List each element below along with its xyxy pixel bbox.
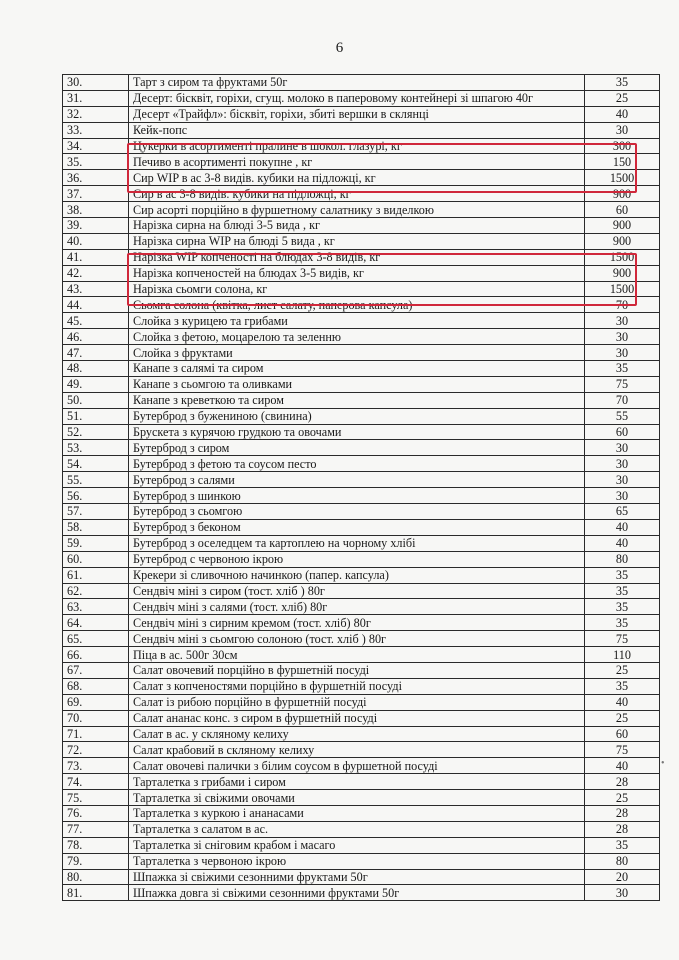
item-name: Бутерброд з беконом: [129, 519, 585, 535]
row-number: 66.: [63, 647, 129, 663]
table-row: [63, 710, 660, 726]
table-row: [63, 805, 660, 821]
item-quantity: 30: [585, 122, 660, 138]
table-row: [63, 329, 660, 345]
item-quantity: 80: [585, 551, 660, 567]
row-number: 79.: [63, 853, 129, 869]
row-number: 31.: [63, 90, 129, 106]
table-row: [63, 233, 660, 249]
item-name: Тарталетка з грибами і сиром: [129, 774, 585, 790]
table-row: [63, 551, 660, 567]
item-name: Десерт «Трайфл»: бісквіт, горіхи, збиті вершки в склянці: [129, 106, 585, 122]
row-number: 67.: [63, 662, 129, 678]
item-name: Тарт з сиром та фруктами 50г: [129, 75, 585, 91]
item-quantity: 75: [585, 742, 660, 758]
row-number: 64.: [63, 615, 129, 631]
table-row: [63, 885, 660, 901]
item-quantity: 70: [585, 392, 660, 408]
table-row: [63, 265, 660, 281]
table-row: [63, 345, 660, 361]
row-number: 36.: [63, 170, 129, 186]
item-name: Сир в ас 3-8 видів. кубики на підложці, кг: [129, 186, 585, 202]
item-quantity: 28: [585, 805, 660, 821]
item-quantity: 25: [585, 90, 660, 106]
item-name: Піца в ас. 500г 30см: [129, 647, 585, 663]
item-name: Нарізка сьомги солона, кг: [129, 281, 585, 297]
row-number: 39.: [63, 218, 129, 234]
item-quantity: 1500: [585, 249, 660, 265]
table-row: [63, 313, 660, 329]
row-number: 38.: [63, 202, 129, 218]
item-name: Сендвіч міні з сиром (тост. хліб ) 80г: [129, 583, 585, 599]
row-number: 45.: [63, 313, 129, 329]
item-quantity: 60: [585, 424, 660, 440]
item-name: Канапе з сьомгою та оливками: [129, 376, 585, 392]
item-name: Сендвіч міні з сирним кремом (тост. хліб) 80г: [129, 615, 585, 631]
item-name: Салат овочевий порційно в фуршетній посуді: [129, 662, 585, 678]
table-row: [63, 392, 660, 408]
table-row: [63, 202, 660, 218]
item-name: Крекери зі сливочною начинкою (папер. капсула): [129, 567, 585, 583]
item-quantity: 40: [585, 535, 660, 551]
row-number: 74.: [63, 774, 129, 790]
table-row: [63, 154, 660, 170]
table-row: [63, 424, 660, 440]
row-number: 62.: [63, 583, 129, 599]
item-name: Сир WIP в ас 3-8 видів. кубики на підложці, кг: [129, 170, 585, 186]
table-body: [63, 75, 660, 901]
table-row: [63, 774, 660, 790]
table-row: [63, 361, 660, 377]
item-quantity: 80: [585, 853, 660, 869]
item-name: Нарізка сирна на блюді 3-5 вида , кг: [129, 218, 585, 234]
row-number: 52.: [63, 424, 129, 440]
table-row: [63, 758, 660, 774]
table-row: [63, 821, 660, 837]
item-quantity: 35: [585, 361, 660, 377]
item-quantity: 40: [585, 519, 660, 535]
item-quantity: 35: [585, 678, 660, 694]
row-number: 76.: [63, 805, 129, 821]
row-number: 71.: [63, 726, 129, 742]
item-quantity: 40: [585, 106, 660, 122]
row-number: 81.: [63, 885, 129, 901]
item-quantity: 1500: [585, 170, 660, 186]
item-name: Бутерброд з шинкою: [129, 488, 585, 504]
table-row: [63, 535, 660, 551]
row-number: 55.: [63, 472, 129, 488]
row-number: 43.: [63, 281, 129, 297]
item-name: Слойка з фетою, моцарелою та зеленню: [129, 329, 585, 345]
item-quantity: 30: [585, 456, 660, 472]
table-row: [63, 218, 660, 234]
item-name: Бутерброд з сиром: [129, 440, 585, 456]
item-quantity: 75: [585, 631, 660, 647]
page-number: 6: [335, 40, 344, 56]
item-quantity: 25: [585, 710, 660, 726]
item-name: Тарталетка з червоною ікрою: [129, 853, 585, 869]
item-quantity: 30: [585, 345, 660, 361]
item-quantity: 75: [585, 376, 660, 392]
item-quantity: 30: [585, 440, 660, 456]
row-number: 32.: [63, 106, 129, 122]
item-quantity: 40: [585, 694, 660, 710]
item-quantity: 35: [585, 599, 660, 615]
item-name: Салат з копченостями порційно в фуршетній посуді: [129, 678, 585, 694]
table-row: [63, 456, 660, 472]
item-quantity: 900: [585, 186, 660, 202]
item-quantity: 900: [585, 233, 660, 249]
item-quantity: 40: [585, 758, 660, 774]
table-row: [63, 106, 660, 122]
row-number: 54.: [63, 456, 129, 472]
item-quantity: 70: [585, 297, 660, 313]
item-name: Салат ананас конс. з сиром в фуршетній посуді: [129, 710, 585, 726]
item-quantity: 900: [585, 265, 660, 281]
item-name: Цукерки в асортименті пралине в шокол. глазурі, кг: [129, 138, 585, 154]
item-quantity: 30: [585, 472, 660, 488]
item-name: Тарталетка з салатом в ас.: [129, 821, 585, 837]
item-name: Нарізка WIP копченості на блюдах 3-8 видів, кг: [129, 249, 585, 265]
table-row: [63, 694, 660, 710]
table-row: [63, 122, 660, 138]
row-number: 48.: [63, 361, 129, 377]
item-name: Печиво в асортименті покупне , кг: [129, 154, 585, 170]
item-name: Канапе з креветкою та сиром: [129, 392, 585, 408]
table-row: [63, 742, 660, 758]
table-row: [63, 281, 660, 297]
item-quantity: 300: [585, 138, 660, 154]
item-quantity: 900: [585, 218, 660, 234]
item-name: Нарізка сирна WIP на блюді 5 вида , кг: [129, 233, 585, 249]
item-name: Бутерброд з салями: [129, 472, 585, 488]
scan-speck: •: [661, 758, 665, 769]
row-number: 33.: [63, 122, 129, 138]
item-name: Бутерброд с червоною ікрою: [129, 551, 585, 567]
row-number: 78.: [63, 837, 129, 853]
table-row: [63, 583, 660, 599]
table-row: [63, 678, 660, 694]
table-row: [63, 297, 660, 313]
row-number: 34.: [63, 138, 129, 154]
item-quantity: 30: [585, 885, 660, 901]
item-name: Сир асорті порційно в фуршетному салатнику з виделкою: [129, 202, 585, 218]
table-row: [63, 869, 660, 885]
item-quantity: 60: [585, 202, 660, 218]
row-number: 57.: [63, 504, 129, 520]
price-table: [62, 74, 660, 901]
row-number: 61.: [63, 567, 129, 583]
item-quantity: 60: [585, 726, 660, 742]
item-name: Кейк-попс: [129, 122, 585, 138]
item-name: Салат овочеві палички з білим соусом в фуршетной посуді: [129, 758, 585, 774]
item-name: Тарталетка з куркою і ананасами: [129, 805, 585, 821]
item-name: Тарталетка зі сніговим крабом і масаго: [129, 837, 585, 853]
item-quantity: 35: [585, 837, 660, 853]
table-row: [63, 662, 660, 678]
row-number: 58.: [63, 519, 129, 535]
row-number: 56.: [63, 488, 129, 504]
item-quantity: 55: [585, 408, 660, 424]
item-quantity: 35: [585, 583, 660, 599]
item-quantity: 110: [585, 647, 660, 663]
table-row: [63, 138, 660, 154]
item-name: Бутерброд з фетою та соусом песто: [129, 456, 585, 472]
row-number: 50.: [63, 392, 129, 408]
item-name: Сендвіч міні з сьомгою солоною (тост. хліб ) 80г: [129, 631, 585, 647]
row-number: 51.: [63, 408, 129, 424]
item-quantity: 30: [585, 488, 660, 504]
row-number: 44.: [63, 297, 129, 313]
item-name: Бутерброд з оселедцем та картоплею на чорному хлібі: [129, 535, 585, 551]
item-quantity: 20: [585, 869, 660, 885]
item-name: Слойка з фруктами: [129, 345, 585, 361]
table-row: [63, 488, 660, 504]
item-quantity: 65: [585, 504, 660, 520]
row-number: 37.: [63, 186, 129, 202]
row-number: 47.: [63, 345, 129, 361]
row-number: 65.: [63, 631, 129, 647]
item-quantity: 30: [585, 313, 660, 329]
table-row: [63, 170, 660, 186]
table-row: [63, 504, 660, 520]
row-number: 73.: [63, 758, 129, 774]
item-name: Салат в ас. у скляному келиху: [129, 726, 585, 742]
row-number: 77.: [63, 821, 129, 837]
table-row: [63, 599, 660, 615]
item-name: Салат із рибою порційно в фуршетній посуді: [129, 694, 585, 710]
table-row: [63, 853, 660, 869]
table-row: [63, 440, 660, 456]
row-number: 46.: [63, 329, 129, 345]
item-quantity: 35: [585, 567, 660, 583]
row-number: 53.: [63, 440, 129, 456]
row-number: 35.: [63, 154, 129, 170]
item-name: Сьомга солона (квітка, лист салату, паперова капсула): [129, 297, 585, 313]
table-row: [63, 790, 660, 806]
item-quantity: 35: [585, 615, 660, 631]
item-quantity: 1500: [585, 281, 660, 297]
row-number: 41.: [63, 249, 129, 265]
item-name: Слойка з курицею та грибами: [129, 313, 585, 329]
table-row: [63, 408, 660, 424]
item-quantity: 25: [585, 790, 660, 806]
item-quantity: 25: [585, 662, 660, 678]
table-row: [63, 647, 660, 663]
row-number: 42.: [63, 265, 129, 281]
table-row: [63, 75, 660, 91]
item-name: Бутерброд з бужениною (свинина): [129, 408, 585, 424]
row-number: 59.: [63, 535, 129, 551]
table-row: [63, 567, 660, 583]
row-number: 63.: [63, 599, 129, 615]
table-row: [63, 376, 660, 392]
item-name: Тарталетка зі свіжими овочами: [129, 790, 585, 806]
table-row: [63, 90, 660, 106]
item-name: Шпажка зі свіжими сезонними фруктами 50г: [129, 869, 585, 885]
item-quantity: 30: [585, 329, 660, 345]
row-number: 70.: [63, 710, 129, 726]
row-number: 40.: [63, 233, 129, 249]
table-row: [63, 472, 660, 488]
item-quantity: 35: [585, 75, 660, 91]
item-name: Канапе з салямі та сиром: [129, 361, 585, 377]
row-number: 30.: [63, 75, 129, 91]
row-number: 72.: [63, 742, 129, 758]
row-number: 80.: [63, 869, 129, 885]
table-row: [63, 519, 660, 535]
item-name: Десерт: бісквіт, горіхи, сгущ. молоко в паперовому контейнері зі шпагою 40г: [129, 90, 585, 106]
item-name: Шпажка довга зі свіжими сезонними фруктами 50г: [129, 885, 585, 901]
item-name: Брускета з курячою грудкою та овочами: [129, 424, 585, 440]
table-row: [63, 631, 660, 647]
row-number: 75.: [63, 790, 129, 806]
item-name: Салат крабовий в скляному келиху: [129, 742, 585, 758]
item-quantity: 150: [585, 154, 660, 170]
item-quantity: 28: [585, 821, 660, 837]
table-row: [63, 615, 660, 631]
row-number: 68.: [63, 678, 129, 694]
item-name: Сендвіч міні з салями (тост. хліб) 80г: [129, 599, 585, 615]
item-quantity: 28: [585, 774, 660, 790]
table-row: [63, 186, 660, 202]
row-number: 69.: [63, 694, 129, 710]
row-number: 60.: [63, 551, 129, 567]
item-name: Нарізка копченостей на блюдах 3-5 видів, кг: [129, 265, 585, 281]
table-row: [63, 837, 660, 853]
row-number: 49.: [63, 376, 129, 392]
table-row: [63, 726, 660, 742]
item-name: Бутерброд з сьомгою: [129, 504, 585, 520]
table-row: [63, 249, 660, 265]
